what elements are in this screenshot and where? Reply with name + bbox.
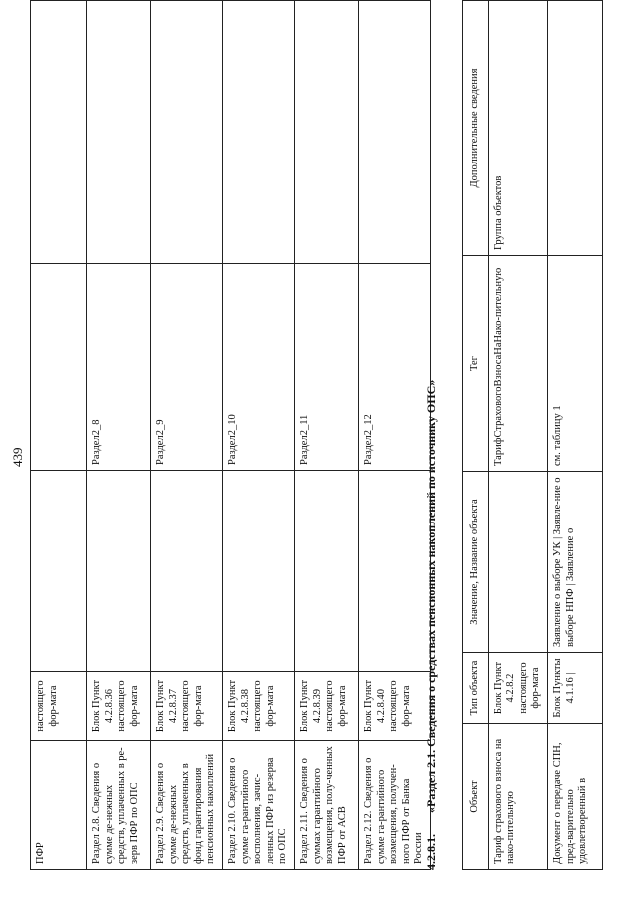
- page-number: 439: [10, 447, 25, 467]
- extra-cell: Группа объектов: [488, 1, 547, 256]
- column-header-object: Объект: [463, 724, 489, 870]
- tag-cell: [31, 264, 87, 471]
- tag-cell: ТарифСтраховогоВзносаНаНако-пительную: [488, 256, 547, 472]
- tag-cell: Раздел2_8: [87, 264, 151, 471]
- object-cell: Раздел 2.10. Сведения о сумме га-рантийного восполнения, зачис-ленных ПФР из резерва по ОПС: [222, 741, 294, 870]
- section-number: 4.2.8.1.: [424, 834, 438, 870]
- value-cell: [488, 472, 547, 653]
- value-cell: [222, 471, 294, 672]
- tag-cell: см. таблицу 1: [547, 256, 602, 472]
- objects-table-top: [30, 0, 431, 870]
- type-cell: Блок Пункт 4.2.8.38 настоящего фор-мата: [222, 672, 294, 741]
- table-header-row: [463, 1, 489, 870]
- table-row: [547, 1, 602, 870]
- value-cell: Заявление о выборе УК | Заявле-ние о выборе НПФ | Заявление о: [547, 472, 602, 653]
- object-cell: Раздел 2.8. Сведения о сумме де-нежных средств, уплаченных в ре-зерв ПФР по ОПС: [87, 741, 151, 870]
- tag-cell: Раздел2_11: [294, 264, 358, 471]
- extra-cell: [294, 1, 358, 264]
- extra-cell: [358, 1, 430, 264]
- table-row: [358, 1, 430, 870]
- value-cell: [31, 471, 87, 672]
- extra-cell: [31, 1, 87, 264]
- object-cell: Тариф страхового взноса на нако-пительную: [488, 724, 547, 870]
- type-cell: Блок Пункт 4.2.8.37 настоящего фор-мата: [151, 672, 223, 741]
- extra-cell: [151, 1, 223, 264]
- object-cell: Раздел 2.11. Сведения о суммах гарантийного возмещения, полу-ченных ПФР от АСВ: [294, 741, 358, 870]
- value-cell: [87, 471, 151, 672]
- type-cell: настоящего фор-мата: [31, 672, 87, 741]
- extra-cell: [222, 1, 294, 264]
- table-row: [222, 1, 294, 870]
- object-cell: Документ о передаче СПН, пред-варительно удовлетворенный в: [547, 724, 602, 870]
- object-cell: ПФР: [31, 741, 87, 870]
- column-header-value: Значение, Название объекта: [463, 472, 489, 653]
- object-cell: Раздел 2.9. Сведения о сумме де-нежных средств, уплаченных в фонд гарантирования пенсионных накоплений: [151, 741, 223, 870]
- objects-table-bottom: [462, 0, 603, 870]
- column-header-extra: Дополнительные сведения: [463, 1, 489, 256]
- section-heading: [424, 380, 439, 870]
- table-row: [151, 1, 223, 870]
- tag-cell: Раздел2_10: [222, 264, 294, 471]
- section-title: «Раздел 2.1. Сведения о средствах пенсионных накоплений по источнику ОПС»: [424, 379, 438, 813]
- extra-cell: [87, 1, 151, 264]
- value-cell: [151, 471, 223, 672]
- type-cell: Блок Пункт 4.2.8.2 настоящего фор-мата: [488, 653, 547, 724]
- column-header-type: Тип объекта: [463, 653, 489, 724]
- type-cell: Блок Пункт 4.2.8.39 настоящего фор-мата: [294, 672, 358, 741]
- table-row: [31, 1, 87, 870]
- table-row: [294, 1, 358, 870]
- type-cell: Блок Пункты 4.1.16 |: [547, 653, 602, 724]
- table-row: [488, 1, 547, 870]
- value-cell: [294, 471, 358, 672]
- tag-cell: Раздел2_9: [151, 264, 223, 471]
- table-row: [87, 1, 151, 870]
- column-header-tag: Тег: [463, 256, 489, 472]
- value-cell: [358, 471, 430, 672]
- type-cell: Блок Пункт 4.2.8.40 настоящего фор-мата: [358, 672, 430, 741]
- tag-cell: Раздел2_12: [358, 264, 430, 471]
- extra-cell: [547, 1, 602, 256]
- type-cell: Блок Пункт 4.2.8.36 настоящего фор-мата: [87, 672, 151, 741]
- object-cell: Раздел 2.12. Сведения о сумме га-рантийного возмещения, получен-ного ПФР от Банка России: [358, 741, 430, 870]
